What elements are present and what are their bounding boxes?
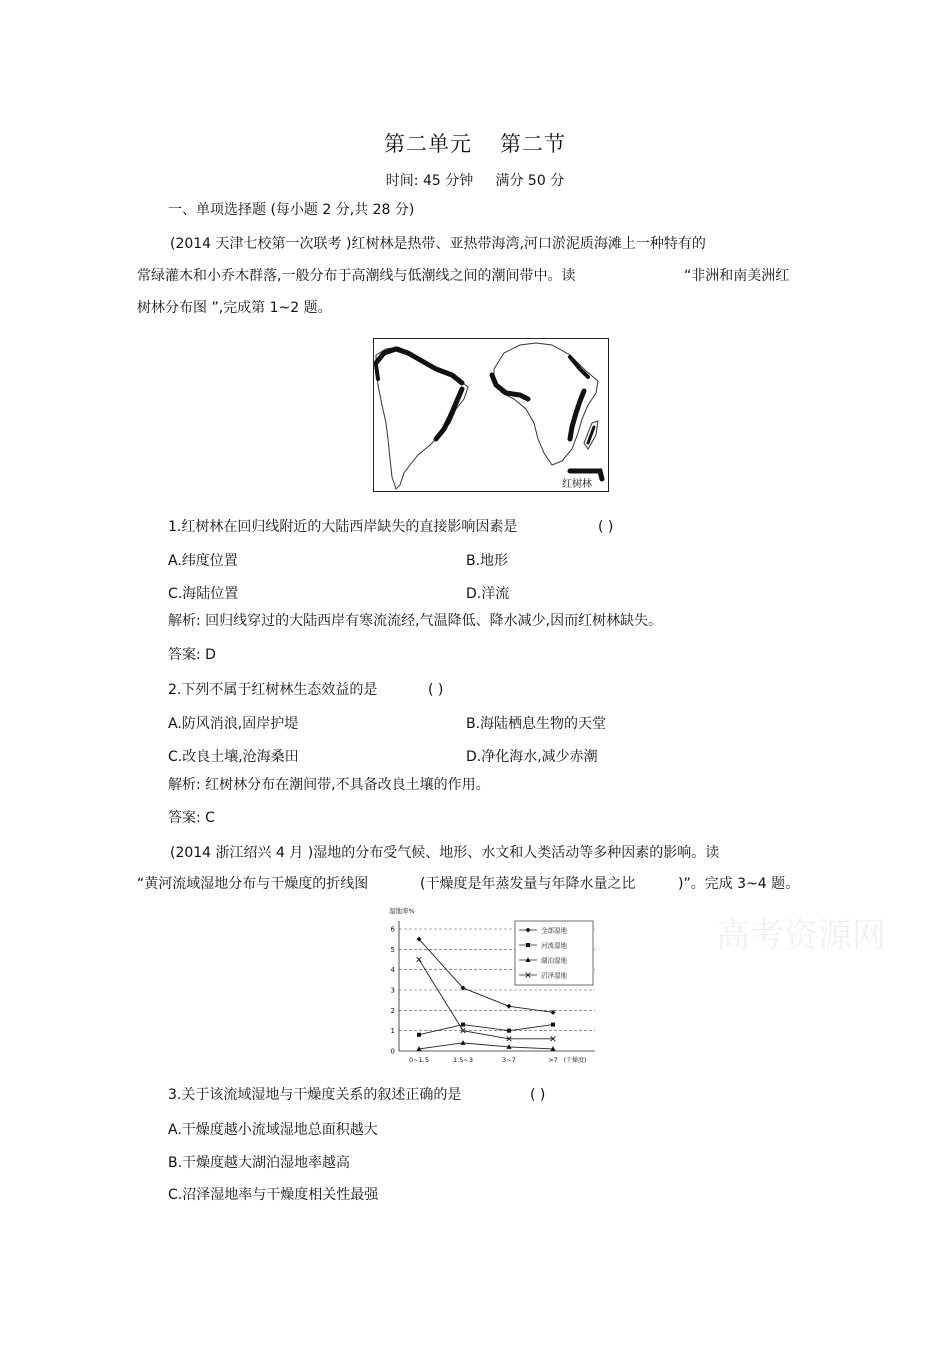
unit-title: 第二单元 xyxy=(384,132,472,156)
x-tick-label: >7 xyxy=(548,1056,558,1064)
q1-analysis: 解析: 回归线穿过的大陆西岸有寒流流经,气温降低、降水减少,因而红树林缺失。 xyxy=(168,613,663,629)
map-legend-label: 红树林 xyxy=(562,479,592,490)
y-tick-label: 1 xyxy=(390,1027,395,1036)
legend-marker xyxy=(526,943,530,947)
y-tick-label: 0 xyxy=(390,1047,395,1056)
time-limit: 时间: 45 分钟 xyxy=(385,173,474,189)
q3-option-c: C.沼泽湿地率与干燥度相关性最强 xyxy=(168,1187,379,1203)
wetland-chart xyxy=(385,905,605,1065)
q3-option-a: A.干燥度越小流域湿地总面积越大 xyxy=(168,1122,378,1138)
q2-paren: ( ) xyxy=(428,682,444,698)
x-tick-label: 1.5~3 xyxy=(453,1056,473,1064)
section-title: 第二节 xyxy=(500,132,566,156)
data-point xyxy=(461,1023,465,1027)
data-point xyxy=(460,1040,465,1045)
mangrove-sa-north xyxy=(376,349,462,383)
y-axis-label: 湿地率% xyxy=(389,907,415,915)
q1-option-d: D.洋流 xyxy=(466,586,510,602)
passage1-line3: 树林分布图 ”,完成第 1~2 题。 xyxy=(137,300,332,316)
passage2-line2c: )”。完成 3~4 题。 xyxy=(678,876,800,892)
exam-meta xyxy=(0,170,950,190)
data-point xyxy=(417,957,422,962)
data-point xyxy=(507,1029,511,1033)
passage1-line2: 常绿灌木和小乔木群落,一般分布于高潮线与低潮线之间的潮间带中。读 xyxy=(137,268,576,284)
q3-option-b: B.干燥度越大湖泊湿地率越高 xyxy=(168,1155,351,1171)
y-tick-label: 2 xyxy=(390,1006,395,1015)
q2-option-c: C.改良土壤,沧海桑田 xyxy=(168,749,299,765)
q3-stem: 3.关于该流域湿地与干燥度关系的叙述正确的是 xyxy=(168,1087,462,1103)
mangrove-sa-west xyxy=(376,365,378,379)
data-point xyxy=(507,1004,512,1009)
map-graphic xyxy=(374,339,608,491)
q2-analysis: 解析: 红树林分布在潮间带,不具备改良土壤的作用。 xyxy=(168,777,490,793)
q1-option-b: B.地形 xyxy=(466,553,509,569)
full-score: 满分 50 分 xyxy=(495,173,565,189)
data-point xyxy=(417,1033,421,1037)
q1-stem: 1.红树林在回归线附近的大陆西岸缺失的直接影响因素是 xyxy=(168,519,518,535)
q2-option-a: A.防风消浪,固岸护堤 xyxy=(168,716,299,732)
legend-label: 河流湿地 xyxy=(541,941,567,950)
mangrove-af-east xyxy=(570,391,584,439)
africa-outline xyxy=(494,343,598,465)
data-point xyxy=(551,1023,555,1027)
q2-stem: 2.下列不属于红树林生态效益的是 xyxy=(168,682,378,698)
q1-option-c: C.海陆位置 xyxy=(168,586,239,602)
south-america-outline xyxy=(376,347,468,489)
x-tick-label: 0~1.5 xyxy=(409,1056,429,1064)
q1-option-a: A.纬度位置 xyxy=(168,553,238,569)
x-axis-label: (干燥度) xyxy=(563,1057,587,1064)
series-line xyxy=(419,1043,553,1049)
x-tick-label: 3~7 xyxy=(502,1056,516,1064)
page-title xyxy=(0,128,950,158)
passage1-line1: (2014 天津七校第一次联考 )红树林是热带、亚热带海湾,河口淤泥质海滩上一种特有的 xyxy=(170,236,706,252)
q1-paren: ( ) xyxy=(598,519,614,535)
passage2-line2a: “黄河流域湿地分布与干燥度的折线图 xyxy=(137,876,369,892)
part1-heading: 一、单项选择题 (每小题 2 分,共 28 分) xyxy=(168,202,415,218)
passage1-line2b: “非洲和南美洲红 xyxy=(684,268,790,284)
chart-svg xyxy=(385,905,605,1065)
legend-label: 沼泽湿地 xyxy=(541,971,567,980)
mangrove-map xyxy=(373,338,609,492)
passage2-line1: (2014 浙江绍兴 4 月 )湿地的分布受气候、地形、水文和人类活动等多种因素的影响。读 xyxy=(170,845,720,861)
legend-label: 全部湿地 xyxy=(541,926,567,935)
y-tick-label: 5 xyxy=(390,945,395,954)
mangrove-af-west xyxy=(492,375,528,399)
series-line xyxy=(419,1025,553,1035)
mangrove-sa-east xyxy=(436,389,462,439)
q2-answer: 答案: C xyxy=(168,810,215,826)
watermark: 高考资源网 xyxy=(716,916,886,956)
y-tick-label: 3 xyxy=(390,986,395,995)
y-tick-label: 4 xyxy=(390,966,395,975)
y-tick-label: 6 xyxy=(390,925,395,934)
legend-label: 湖泊湿地 xyxy=(541,956,567,965)
passage2-line2b: (干燥度是年蒸发量与年降水量之比 xyxy=(420,876,636,892)
q1-answer: 答案: D xyxy=(168,647,216,663)
q2-option-d: D.净化海水,减少赤潮 xyxy=(466,749,598,765)
q2-option-b: B.海陆栖息生物的天堂 xyxy=(466,716,607,732)
mangrove-af-redsea xyxy=(570,357,588,377)
q3-paren: ( ) xyxy=(530,1087,546,1103)
